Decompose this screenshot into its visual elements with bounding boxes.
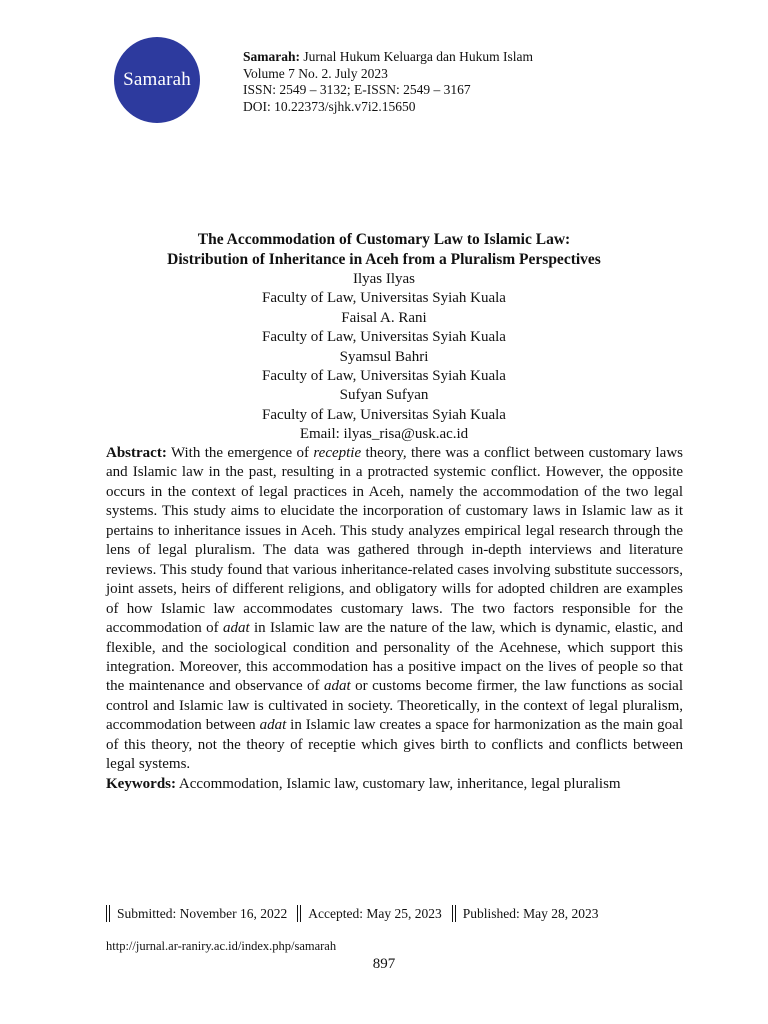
journal-doi: DOI: 10.22373/sjhk.v7i2.15650 [243,98,416,114]
separator-bar [452,905,456,922]
submitted-date: Submitted: November 16, 2022 [117,905,288,921]
abstract-text: in Islamic law creates a space for harmonization as the main goal of this theory, not the theory of receptie which gives birth to conflicts and conflicts between legal systems. [106,717,683,773]
abstract-text: in Islamic law are the nature of the law, which is dynamic, elastic, and flexible, and the sociological condition and personality of the Acehnese, which support this integration. Moreover, this accommodation has a positive impact on the lives of people so that the maintenance and observance of [106,620,683,695]
paper-title-line-1: The Accommodation of Customary Law to Islamic Law: [197,231,571,248]
author-affiliation: Faculty of Law, Universitas Syiah Kuala [262,290,506,307]
author-list [0,270,768,445]
logo-text: Samarah [123,69,191,90]
journal-name: Samarah: [243,49,300,64]
abstract-italic-term: receptie [313,445,362,461]
abstract-text: or customs become firmer, the law functions as social control and Islamic law is cultivated in society. Theoretically, in the context of legal pluralism, accommodation between [106,678,683,734]
published-date: Published: May 28, 2023 [462,905,599,921]
author-name: Sufyan Sufyan [339,387,429,404]
abstract-paragraph [106,444,683,775]
abstract-italic-term: adat [324,678,351,695]
author-email: Email: ilyas_risa@usk.ac.id [299,426,469,443]
abstract-text: theory, there was a conflict between customary laws and Islamic law in the past, resulting in a protracted systemic conflict. However, the opposite occurs in the context of legal practices in Aceh, namely the accommodation of the two legal systems. This study aims to elucidate the incorporation of customary laws in Islamic law as it pertains to inheritance issues in Aceh. This study analyzes empirical legal research through the lens of legal pluralism. The data was gathered through in-depth interviews and literature reviews. This study found that various inheritance-related cases involving substitute successors, joint assets, heirs of different religions, and obligatory wills for adopted children are examples of how Islamic law accommodates customary laws. The two factors responsible for the accommodation of [106,445,684,637]
author-name: Syamsul Bahri [339,348,429,365]
journal-volume: Volume 7 No. 2. July 2023 [243,65,388,81]
separator-bar [297,905,301,922]
accepted-date: Accepted: May 25, 2023 [308,905,442,921]
abstract-italic-term: adat [259,717,287,734]
author-name: Ilyas Ilyas [352,271,416,287]
author-affiliation: Faculty of Law, Universitas Syiah Kuala [262,368,506,385]
author-affiliation: Faculty of Law, Universitas Syiah Kuala [262,406,506,423]
separator-bar [106,905,110,922]
journal-logo [114,37,200,123]
keywords-text: Accommodation, Islamic law, customary law, inheritance, legal pluralism [176,775,621,792]
journal-name-line [243,49,533,66]
abstract-label: Abstract: [106,445,167,461]
abstract-italic-term: adat [222,620,250,637]
abstract-section [106,444,683,794]
abstract-text: With the emergence of [166,445,314,461]
paper-title-line-2: Distribution of Inheritance in Aceh from a Pluralism Perspectives [167,251,601,268]
journal-subtitle: Jurnal Hukum Keluarga dan Hukum Islam [303,49,533,64]
journal-issn: ISSN: 2549 – 3132; E-ISSN: 2549 – 3167 [243,82,471,97]
page-number: 897 [372,956,396,972]
publication-dates [106,905,608,922]
journal-header [243,49,533,115]
keywords-paragraph [106,775,683,794]
journal-url[interactable]: http://jurnal.ar-raniry.ac.id/index.php/samarah [106,939,337,953]
author-affiliation: Faculty of Law, Universitas Syiah Kuala [262,329,506,346]
title-block [0,230,768,445]
keywords-label: Keywords: [106,775,176,792]
author-name: Faisal A. Rani [341,309,427,326]
